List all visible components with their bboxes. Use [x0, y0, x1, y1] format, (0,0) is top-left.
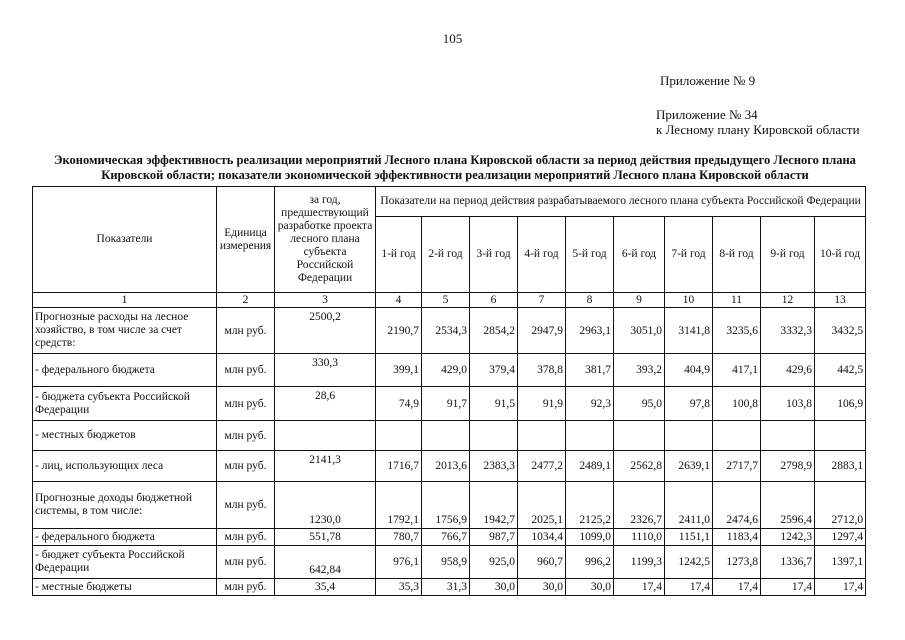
cell-year-2: 2013,6	[422, 451, 470, 482]
cell-previous-year: 28,6	[275, 387, 376, 421]
cell-year-6: 1199,3	[614, 546, 665, 579]
cell-year-6: 3051,0	[614, 308, 665, 354]
cell-year-9: 103,8	[761, 387, 815, 421]
cell-previous-year: 35,4	[275, 579, 376, 596]
cell-year-7: 17,4	[665, 579, 713, 596]
cell-year-9: 1242,3	[761, 529, 815, 546]
cell-year-9: 3332,3	[761, 308, 815, 354]
cell-year-9: 1336,7	[761, 546, 815, 579]
header-year: 6-й год	[614, 217, 665, 293]
page-number: 105	[442, 31, 463, 46]
cell-year-1	[376, 421, 422, 451]
row-unit: млн руб.	[217, 546, 275, 579]
cell-year-10	[815, 421, 866, 451]
cell-year-9: 2596,4	[761, 482, 815, 529]
cell-year-5: 996,2	[566, 546, 614, 579]
cell-previous-year: 2500,2	[275, 308, 376, 354]
cell-year-6: 393,2	[614, 354, 665, 387]
cell-year-7: 3141,8	[665, 308, 713, 354]
cell-year-4	[518, 421, 566, 451]
cell-year-4: 30,0	[518, 579, 566, 596]
header-year: 2-й год	[422, 217, 470, 293]
row-label: - бюджета субъекта Российской Федерации	[33, 387, 217, 421]
cell-previous-year: 642,84	[275, 546, 376, 579]
column-number: 1	[33, 293, 217, 308]
cell-year-6: 1110,0	[614, 529, 665, 546]
cell-year-5: 2963,1	[566, 308, 614, 354]
efficiency-table	[32, 186, 866, 596]
column-number: 2	[217, 293, 275, 308]
row-label: - бюджет субъекта Российской Федерации	[33, 546, 217, 579]
header-year: 9-й год	[761, 217, 815, 293]
cell-year-2: 429,0	[422, 354, 470, 387]
header-year: 8-й год	[713, 217, 761, 293]
cell-previous-year	[275, 421, 376, 451]
cell-year-2: 1756,9	[422, 482, 470, 529]
column-number: 10	[665, 293, 713, 308]
cell-year-5	[566, 421, 614, 451]
cell-year-7: 2639,1	[665, 451, 713, 482]
cell-year-1: 35,3	[376, 579, 422, 596]
cell-previous-year: 330,3	[275, 354, 376, 387]
header-year: 1-й год	[376, 217, 422, 293]
cell-year-2: 31,3	[422, 579, 470, 596]
row-label: - лиц, использующих леса	[33, 451, 217, 482]
row-label: Прогнозные расходы на лесное хозяйство, в том числе за счет средств:	[33, 308, 217, 354]
column-number: 5	[422, 293, 470, 308]
cell-year-8: 2717,7	[713, 451, 761, 482]
table-row	[33, 546, 866, 579]
cell-year-8: 2474,6	[713, 482, 761, 529]
cell-year-10: 3432,5	[815, 308, 866, 354]
cell-year-2: 2534,3	[422, 308, 470, 354]
header-year: 5-й год	[566, 217, 614, 293]
table-row	[33, 354, 866, 387]
cell-year-7: 97,8	[665, 387, 713, 421]
row-unit: млн руб.	[217, 387, 275, 421]
row-unit: млн руб.	[217, 354, 275, 387]
cell-year-9: 17,4	[761, 579, 815, 596]
header-year: 10-й год	[815, 217, 866, 293]
cell-year-5: 1099,0	[566, 529, 614, 546]
row-unit: млн руб.	[217, 482, 275, 529]
document-title: Экономическая эффективность реализации мероприятий Лесного плана Кировской области за период действия предыдущего Лесного плана Кировской области; показатели экономической эффективности реализации мероприятий Лесного плана Кировской области	[54, 153, 856, 182]
cell-year-1: 1792,1	[376, 482, 422, 529]
cell-year-3: 379,4	[470, 354, 518, 387]
header-unit: Единица измерения	[217, 187, 275, 293]
cell-year-9: 2798,9	[761, 451, 815, 482]
cell-previous-year: 1230,0	[275, 482, 376, 529]
column-number: 11	[713, 293, 761, 308]
row-unit: млн руб.	[217, 579, 275, 596]
cell-previous-year: 2141,3	[275, 451, 376, 482]
table-row	[33, 482, 866, 529]
cell-year-2	[422, 421, 470, 451]
column-number: 3	[275, 293, 376, 308]
cell-year-6: 95,0	[614, 387, 665, 421]
cell-year-8: 17,4	[713, 579, 761, 596]
cell-year-10: 1397,1	[815, 546, 866, 579]
cell-year-4: 1034,4	[518, 529, 566, 546]
cell-year-8: 1183,4	[713, 529, 761, 546]
row-label: - местных бюджетов	[33, 421, 217, 451]
table-row	[33, 529, 866, 546]
cell-year-7: 1242,5	[665, 546, 713, 579]
appendix-34-label	[656, 107, 860, 137]
cell-year-3: 2854,2	[470, 308, 518, 354]
cell-year-4: 2477,2	[518, 451, 566, 482]
column-number: 13	[815, 293, 866, 308]
cell-year-10: 1297,4	[815, 529, 866, 546]
cell-year-5: 2125,2	[566, 482, 614, 529]
column-number: 7	[518, 293, 566, 308]
table-row	[33, 451, 866, 482]
cell-year-3: 1942,7	[470, 482, 518, 529]
cell-year-1: 780,7	[376, 529, 422, 546]
cell-year-9: 429,6	[761, 354, 815, 387]
cell-year-10: 2712,0	[815, 482, 866, 529]
cell-year-6: 2326,7	[614, 482, 665, 529]
cell-year-1: 74,9	[376, 387, 422, 421]
cell-year-4: 91,9	[518, 387, 566, 421]
cell-year-5: 2489,1	[566, 451, 614, 482]
cell-year-6: 17,4	[614, 579, 665, 596]
cell-year-8: 1273,8	[713, 546, 761, 579]
cell-year-2: 91,7	[422, 387, 470, 421]
column-number: 9	[614, 293, 665, 308]
row-label: - местные бюджеты	[33, 579, 217, 596]
table-row	[33, 387, 866, 421]
cell-year-1: 2190,7	[376, 308, 422, 354]
row-unit: млн руб.	[217, 451, 275, 482]
column-number: 6	[470, 293, 518, 308]
cell-year-5: 381,7	[566, 354, 614, 387]
cell-year-3: 987,7	[470, 529, 518, 546]
appendix-9-label: Приложение № 9	[660, 73, 756, 88]
cell-year-1: 1716,7	[376, 451, 422, 482]
table-body	[33, 308, 866, 596]
appendix-34-line1: Приложение № 34	[656, 107, 758, 122]
row-unit: млн руб.	[217, 308, 275, 354]
cell-year-4: 378,8	[518, 354, 566, 387]
cell-year-3: 30,0	[470, 579, 518, 596]
row-label: - федерального бюджета	[33, 354, 217, 387]
column-number: 4	[376, 293, 422, 308]
cell-year-8: 417,1	[713, 354, 761, 387]
table-row	[33, 421, 866, 451]
cell-year-4: 960,7	[518, 546, 566, 579]
row-label: - федерального бюджета	[33, 529, 217, 546]
cell-year-2: 958,9	[422, 546, 470, 579]
cell-year-5: 30,0	[566, 579, 614, 596]
cell-year-3: 91,5	[470, 387, 518, 421]
appendix-34-line2: к Лесному плану Кировской области	[656, 122, 860, 137]
cell-year-10: 2883,1	[815, 451, 866, 482]
cell-year-10: 442,5	[815, 354, 866, 387]
cell-year-7	[665, 421, 713, 451]
column-number: 8	[566, 293, 614, 308]
cell-year-8: 3235,6	[713, 308, 761, 354]
cell-year-7: 2411,0	[665, 482, 713, 529]
cell-year-3	[470, 421, 518, 451]
cell-year-10: 17,4	[815, 579, 866, 596]
cell-year-3: 2383,3	[470, 451, 518, 482]
column-number: 12	[761, 293, 815, 308]
cell-year-1: 976,1	[376, 546, 422, 579]
header-year: 7-й год	[665, 217, 713, 293]
cell-year-9	[761, 421, 815, 451]
cell-year-1: 399,1	[376, 354, 422, 387]
cell-year-3: 925,0	[470, 546, 518, 579]
row-label: Прогнозные доходы бюджетной системы, в том числе:	[33, 482, 217, 529]
cell-year-4: 2947,9	[518, 308, 566, 354]
header-previous-year: за год, предшествующий разработке проекта лесного плана субъекта Российской Федерации	[275, 187, 376, 293]
column-numbers-row	[33, 293, 866, 308]
cell-year-8	[713, 421, 761, 451]
cell-year-6	[614, 421, 665, 451]
header-year: 4-й год	[518, 217, 566, 293]
cell-year-10: 106,9	[815, 387, 866, 421]
cell-year-8: 100,8	[713, 387, 761, 421]
header-period-group: Показатели на период действия разрабатываемого лесного плана субъекта Российской Федерации	[376, 187, 866, 217]
cell-year-5: 92,3	[566, 387, 614, 421]
row-unit: млн руб.	[217, 421, 275, 451]
table-row	[33, 308, 866, 354]
table-row	[33, 579, 866, 596]
cell-year-7: 1151,1	[665, 529, 713, 546]
header-indicators: Показатели	[33, 187, 217, 293]
row-unit: млн руб.	[217, 529, 275, 546]
cell-year-7: 404,9	[665, 354, 713, 387]
cell-previous-year: 551,78	[275, 529, 376, 546]
header-year: 3-й год	[470, 217, 518, 293]
cell-year-6: 2562,8	[614, 451, 665, 482]
cell-year-4: 2025,1	[518, 482, 566, 529]
cell-year-2: 766,7	[422, 529, 470, 546]
